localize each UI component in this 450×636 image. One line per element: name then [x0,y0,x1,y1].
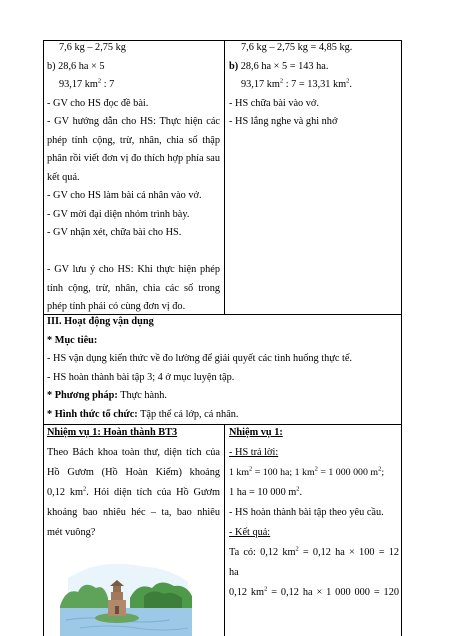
task1-problem-line-4: khoảng bao nhiêu héc – ta, bao nhiêu [47,507,220,518]
teacher-guide-line-4: kết quả. [47,171,80,183]
tower-arch [115,606,119,614]
task1-teacher-cell [47,423,220,543]
student-activity-cell [229,39,399,132]
answer-b: b) 28,6 ha × 5 = 143 ha. [229,60,329,72]
tower-middle [111,592,123,600]
student-listen: - HS lắng nghe và ghi nhớ [229,116,338,127]
result-line-3: 0,12 $km^2 = 0,12$ ha × 1 000 000 = 120 [229,585,399,598]
teacher-note-line-3: phép tính phải có cùng đơn vị đo. [47,301,186,312]
teacher-note-line-2: tính cộng, trừ, nhân, chia các số trong [47,282,220,294]
task1-problem-line-5: mét vuông? [47,527,96,538]
teacher-step-read: - GV cho HS đọc đề bài. [47,97,149,109]
task1-problem-line-1: Theo Bách khoa toàn thư, diện tích của [47,447,220,458]
task1-problem-line-3: 0,12 $km^2$. Hỏi diện tích của Hồ Gươm [47,485,220,498]
column-divider-top [224,40,225,314]
table-right-border [401,40,402,636]
teacher-guide-line-2: phép tính cộng, trừ, nhân, chia số thập [47,134,220,146]
expression-c: 93,17 $km^2$ : 7 [59,77,115,90]
column-divider-bottom [224,424,225,636]
teacher-guide-line-3: phân rồi viết đơn vị đo thích hợp phía sau [47,153,220,164]
lake-illustration [60,548,192,636]
task1-title: Nhiệm vụ 1: Hoàn thành BT3 [47,427,178,438]
goal-heading: * Mục tiêu: [47,334,98,346]
teacher-step-review: - GV nhận xét, chữa bài cho HS. [47,227,182,238]
answer-c: 93,17 $km^2$ : 7 = 13,31 $km^2$. [241,77,352,90]
student-complete: - HS hoàn thành bài tập theo yêu cầu. [229,507,384,518]
answer-label: - HS trả lời: [229,447,279,458]
task1-problem-line-2: Hồ Gươm (Hồ Hoàn Kiếm) khoảng [47,467,220,478]
student-fix-work: - HS chữa bài vào vở. [229,97,319,109]
result-line-1: Ta có: 0,12 $km^2 = 0,12$ ha × 100 = 12 [229,545,399,558]
section3-cell [47,313,399,424]
task1-student-cell [229,423,399,603]
teacher-note-line-1: - GV lưu ý cho HS: Khi thực hiện phép [47,264,220,275]
table-left-border [43,40,44,636]
result-label: - Kết quả: [229,527,271,538]
conversion-line-2: 1 ha = 10 000 $m^2$. [229,485,303,498]
conversion-line-1: 1 $km^2 = 100$ ha; 1 $km^2 = 1$ 000 000 $m^2$; [229,465,385,478]
expression-a: 7,6 kg – 2,75 kg [59,42,126,53]
tower-top [113,586,121,592]
method-line: * Phương pháp: Thực hành. [47,390,167,401]
teacher-step-present: - GV mời đại diện nhóm trình bày. [47,208,190,220]
blank-line [47,243,220,262]
teacher-step-individual: - GV cho HS làm bài cá nhân vào vở. [47,190,202,201]
result-line-2: ha [229,567,239,578]
answer-a: 7,6 kg – 2,75 kg = 4,85 kg. [241,42,353,53]
organization-line: * Hình thức tổ chức: Tập thể cả lớp, cá nhân. [47,408,239,420]
teacher-activity-cell [47,39,220,317]
expression-b: b) 28,6 ha × 5 [47,60,105,72]
section3-heading: III. Hoạt động vận dụng [47,316,154,327]
task1-answer-title: Nhiệm vụ 1: [229,427,283,438]
goal-line-2: - HS hoàn thành bài tập 3; 4 ở mục luyện tập. [47,371,235,383]
goal-line-1: - HS vận dụng kiến thức về đo lường để giải quyết các tình huống thực tế. [47,353,352,364]
teacher-guide-line-1: - GV hướng dẫn cho HS: Thực hiện các [47,116,220,127]
